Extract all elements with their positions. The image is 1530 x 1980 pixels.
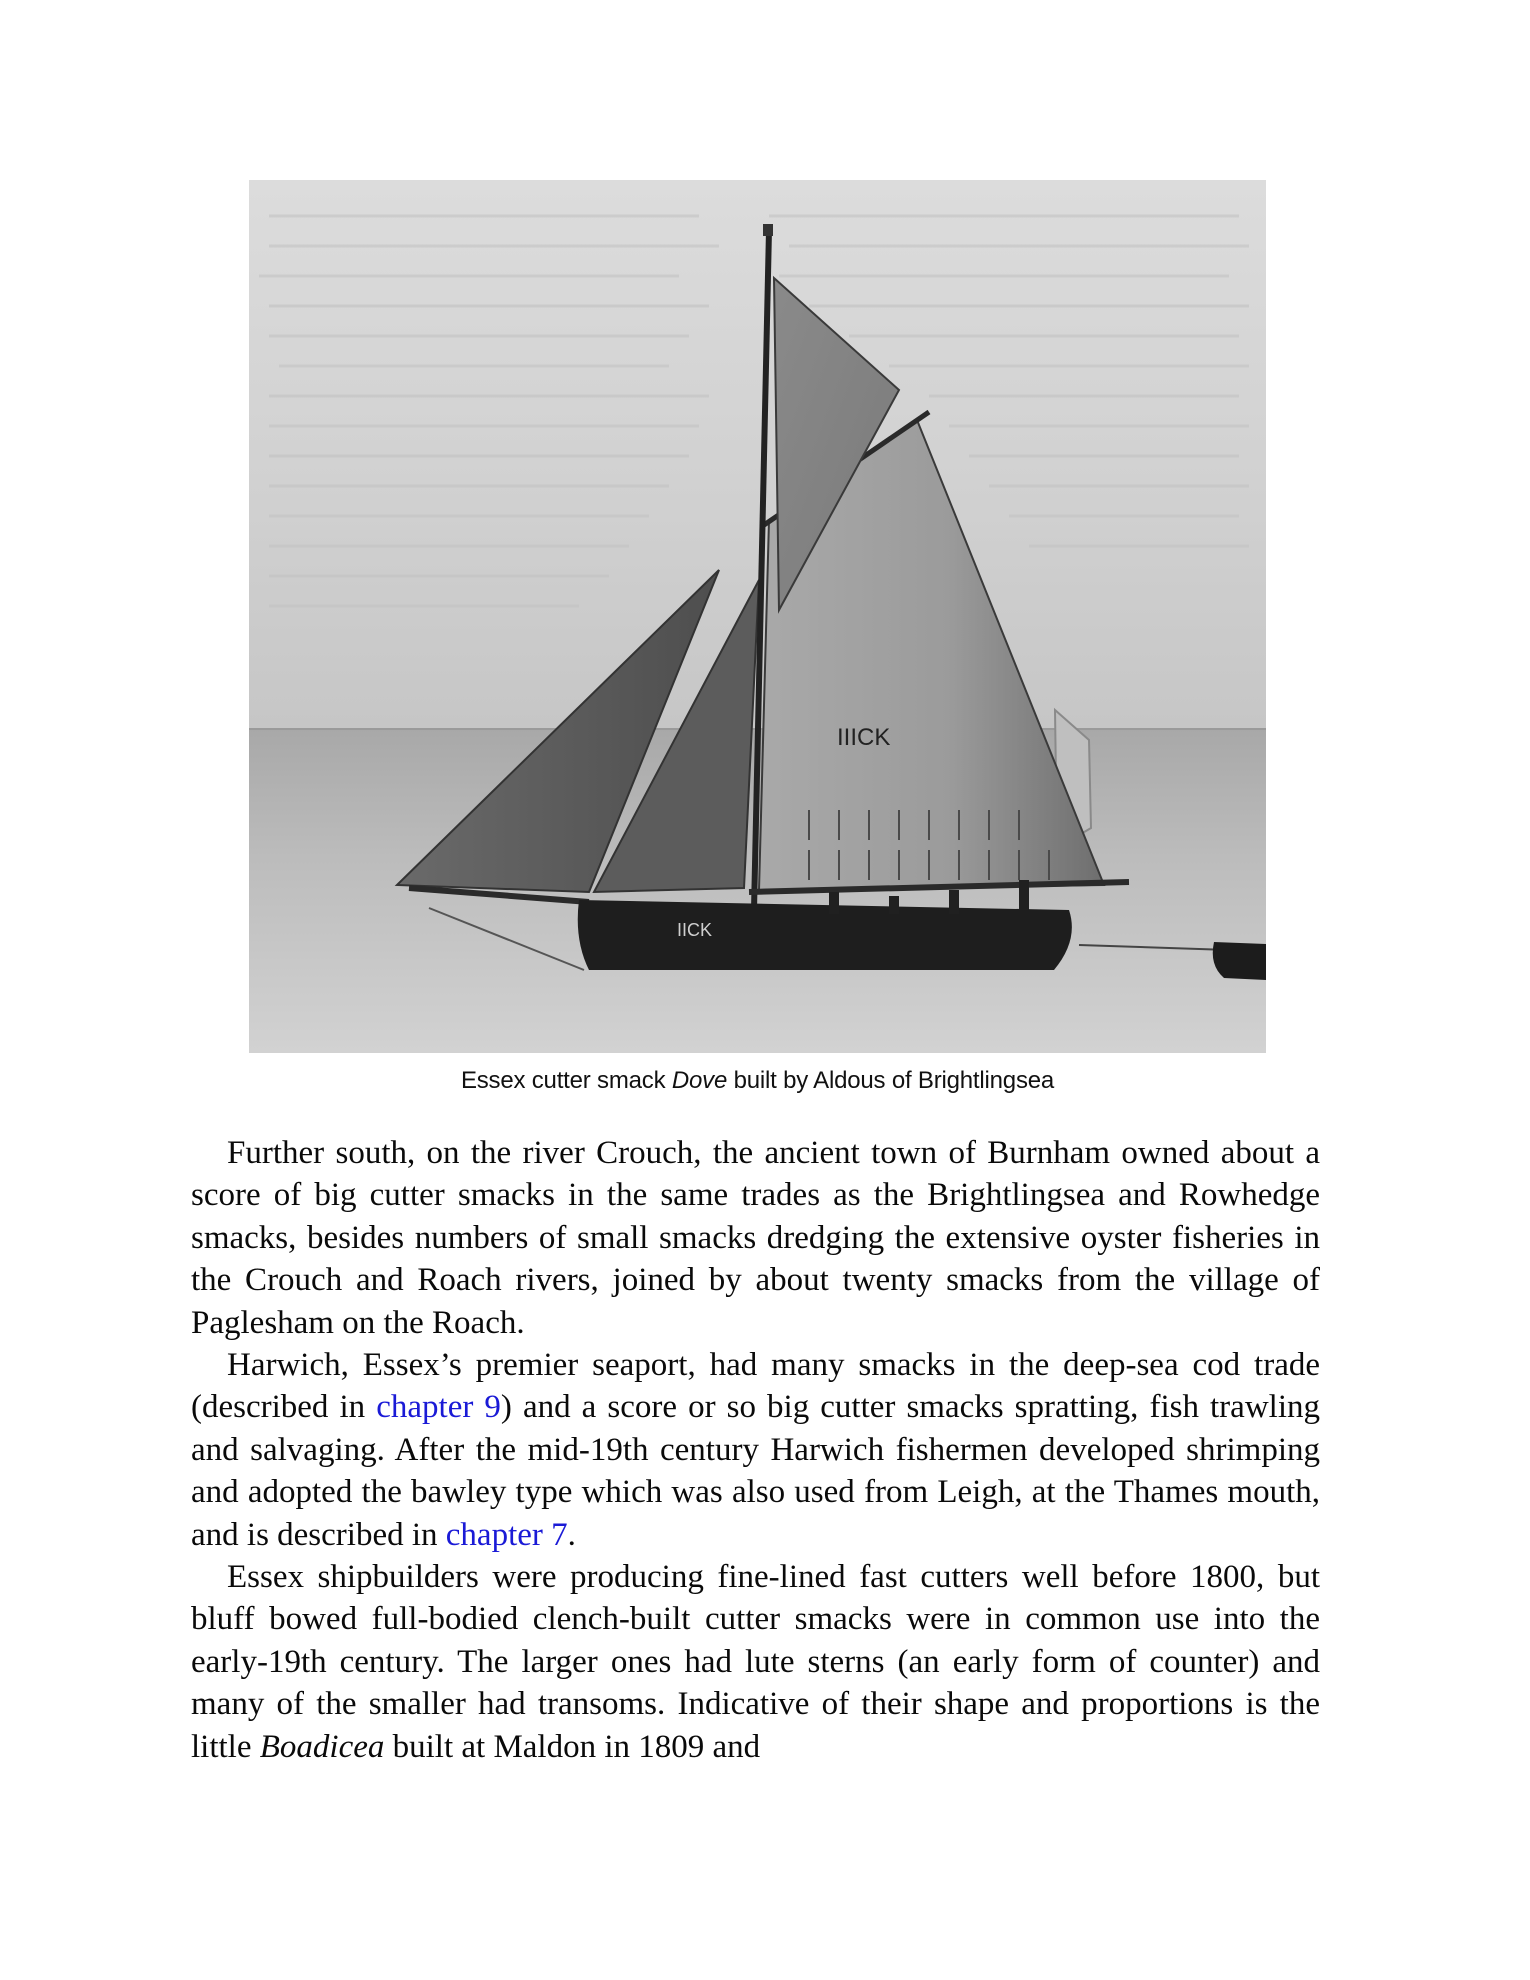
sail-number: IIICK bbox=[837, 724, 891, 751]
paragraph-burnham bbox=[191, 1132, 1320, 1344]
link-chapter-9[interactable]: chapter 9 bbox=[376, 1389, 501, 1426]
paragraph-shipbuilders bbox=[191, 1556, 1320, 1768]
figure-caption bbox=[249, 1066, 1266, 1096]
body-text bbox=[191, 1132, 1320, 1768]
hull bbox=[578, 900, 1072, 970]
paragraph-harwich bbox=[191, 1344, 1320, 1556]
photo-figure bbox=[249, 180, 1266, 1053]
hull-marking: IICK bbox=[677, 920, 713, 940]
paragraph-text: Harwich, Essex’s premier seaport, had many smacks in the deep-sea cod trade (described in bbox=[191, 1347, 1320, 1426]
caption-text-before: Essex cutter smack bbox=[460, 1067, 672, 1094]
paragraph-text: Further south, on the river Crouch, the ancient town of Burnham owned about a score of big cutter smacks in the same trades as the Brightlingsea and Rowhedge smacks, besides numbers of small smacks dredging the extensive oyster fisheries in the Crouch and Roach rivers, joined by about twenty smacks from the village of Paglesham on the Roach. bbox=[191, 1135, 1320, 1341]
paragraph-text: ) and a score or so big cutter smacks spratting, fish trawling and salvaging. After the mid-19th century Harwich fishermen developed shrimping and adopted the bawley type which was also used from Leigh, at the Thames mouth, and is described in bbox=[191, 1389, 1320, 1553]
caption-text-after: built by Aldous of Brightlingsea bbox=[727, 1067, 1055, 1094]
paragraph-text: . bbox=[567, 1516, 576, 1553]
paragraph-text: Essex shipbuilders were producing fine-lined fast cutters well before 1800, but bluff bowed full-bodied clench-built cutter smacks were in common use into the early-19th century. The larger ones had lute sterns (an early form of counter) and many of the smaller had transoms. Indicative of their shape and proportions is the little bbox=[191, 1559, 1320, 1765]
sailing-smack-photo bbox=[249, 180, 1266, 1053]
caption-vessel-name: Dove bbox=[671, 1067, 728, 1094]
link-chapter-7[interactable]: chapter 7 bbox=[445, 1516, 568, 1553]
dinghy bbox=[1213, 942, 1266, 980]
mast-pennant bbox=[763, 224, 773, 236]
paragraph-text: built at Maldon in 1809 and bbox=[384, 1728, 761, 1765]
vessel-name-boadicea: Boadicea bbox=[259, 1728, 385, 1765]
